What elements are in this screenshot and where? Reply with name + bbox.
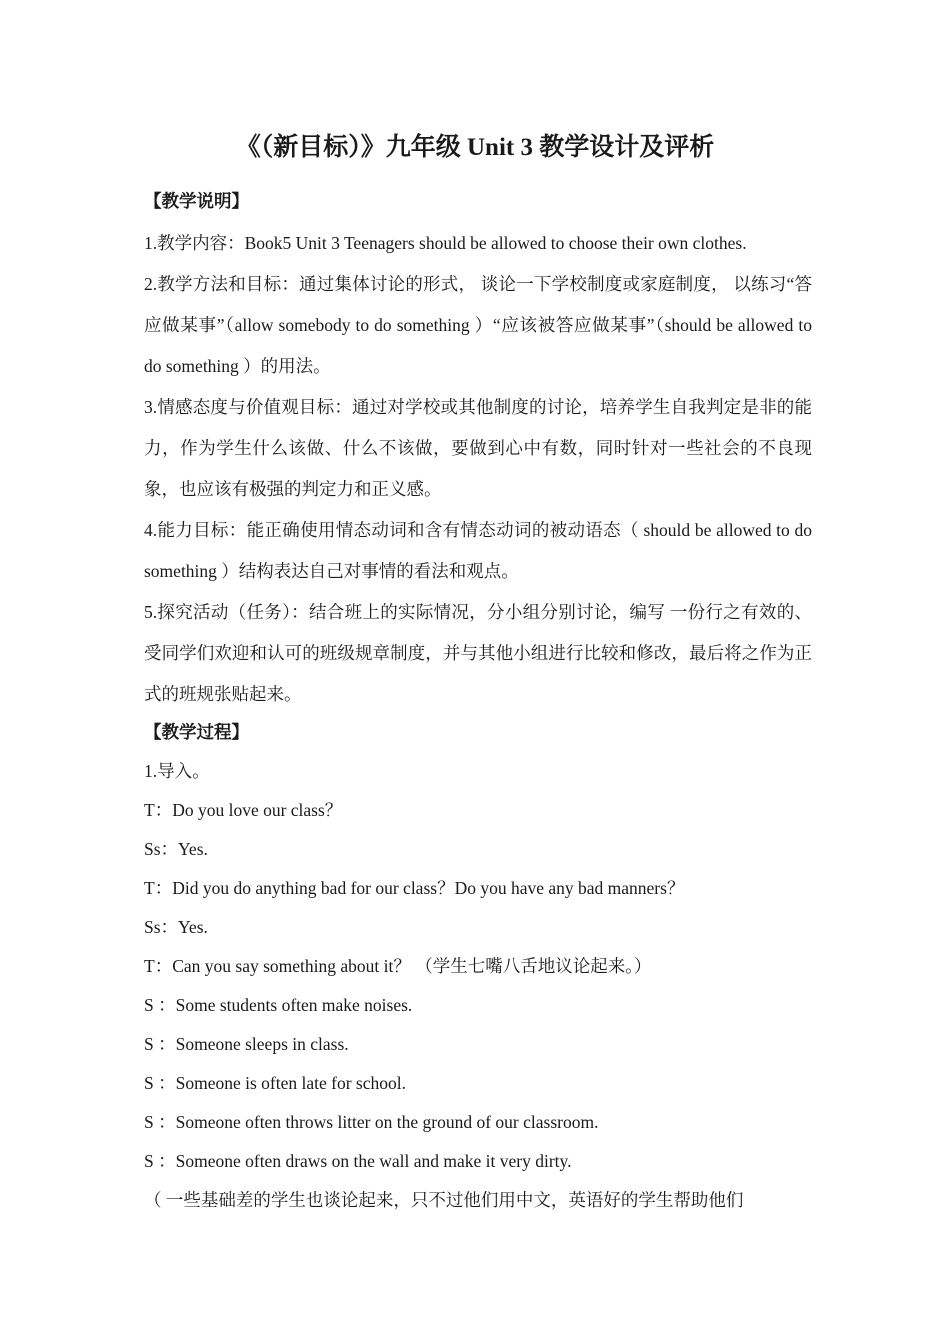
document-body (144, 184, 812, 1222)
teaching-content-paragraph: 1.教学内容：Book5 Unit 3 Teenagers should be allowed to choose their own clothes. (144, 233, 747, 253)
note-line: （ 一些基础差的学生也谈论起来，只不过他们用中文，英语好的学生帮助他们 (144, 1190, 744, 1210)
document-title: 《（新目标）》九年级 Unit 3 教学设计及评析 (235, 134, 715, 161)
method-goal-paragraph: 2.教学方法和目标：通过集体讨论的形式， 谈论一下学校制度或家庭制度， 以练习“答应做某事”（allow somebody to do something ）“应该被答应做某事”（should be allowed to do something ）的用法。 (144, 274, 812, 376)
dialogue-line: S ：Someone often draws on the wall and make it very dirty. (144, 1151, 572, 1171)
dialogue-line: S ：Someone is often late for school. (144, 1073, 406, 1093)
section-heading-teaching-notes: 【教学说明】 (144, 191, 249, 211)
section-heading-teaching-process: 【教学过程】 (144, 722, 249, 742)
dialogue-line: S ：Some students often make noises. (144, 995, 413, 1015)
dialogue-line: T：Do you love our class？ (144, 800, 343, 820)
dialogue-line: T：Did you do anything bad for our class？Do you have any bad manners？ (144, 878, 685, 898)
dialogue-line: T：Can you say something about it？ （学生七嘴八舌地议论起来。） (144, 956, 652, 976)
ability-goal-paragraph: 4.能力目标：能正确使用情态动词和含有情态动词的被动语态（ should be allowed to do something ）结构表达自己对事情的看法和观点。 (144, 520, 812, 581)
process-step-intro: 1.导入。 (144, 761, 210, 781)
dialogue-line: S ：Someone sleeps in class. (144, 1034, 349, 1054)
values-goal-paragraph: 3.情感态度与价值观目标：通过对学校或其他制度的讨论，培养学生自我判定是非的能力，作为学生什么该做、什么不该做，要做到心中有数，同时针对一些社会的不良现象，也应该有极强的判定力和正义感。 (144, 397, 812, 499)
dialogue-line: Ss：Yes. (144, 917, 208, 937)
dialogue-line: S ：Someone often throws litter on the ground of our classroom. (144, 1112, 599, 1132)
task-activity-paragraph: 5.探究活动（任务）：结合班上的实际情况，分小组分别讨论，编写 一份行之有效的、受同学们欢迎和认可的班级规章制度，并与其他小组进行比较和修改，最后将之作为正式的班规张贴起来。 (144, 602, 812, 704)
dialogue-line: Ss：Yes. (144, 839, 208, 859)
